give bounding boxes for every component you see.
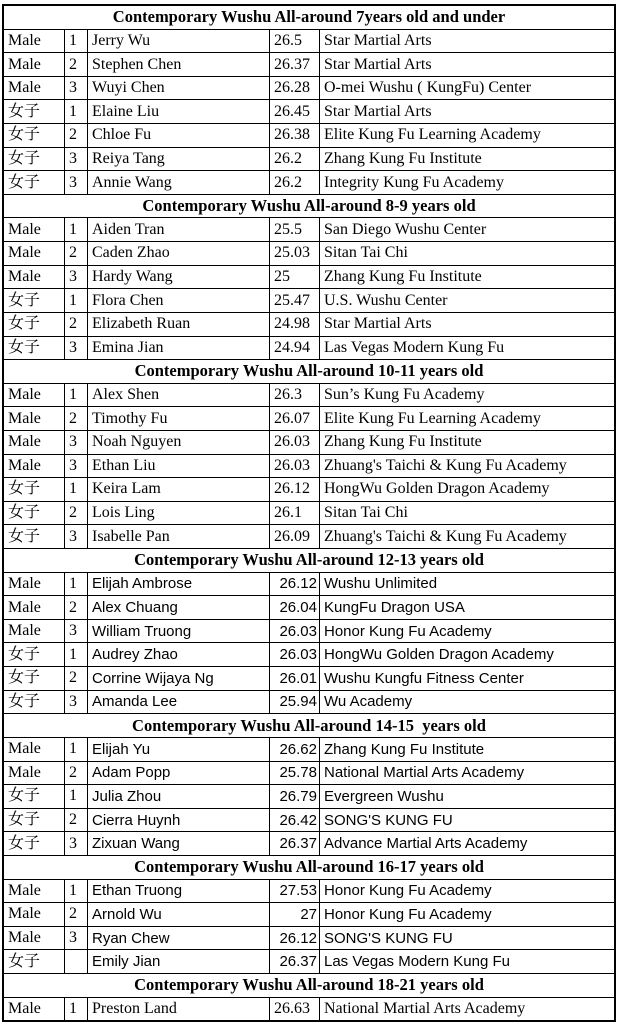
rank-cell: 3	[64, 620, 87, 643]
school-cell: Honor Kung Fu Academy	[319, 880, 614, 903]
name-cell: William Truong	[87, 620, 269, 643]
name-cell: Emina Jian	[87, 337, 269, 360]
table-row	[4, 312, 614, 336]
name-cell: Ethan Truong	[87, 880, 269, 903]
name-cell: Lois Ling	[87, 502, 269, 525]
score-cell: 25	[269, 266, 319, 289]
school-cell: Sun’s Kung Fu Academy	[319, 384, 614, 407]
name-cell: Wuyi Chen	[87, 77, 269, 100]
section-header	[4, 359, 614, 383]
gender-cell: 女子	[8, 811, 41, 829]
table-row	[4, 595, 614, 619]
gender-cell: Male	[8, 740, 41, 758]
gender-cell: Male	[8, 905, 41, 923]
name-cell: Jerry Wu	[87, 30, 269, 53]
school-cell: Elite Kung Fu Learning Academy	[319, 407, 614, 430]
rank-cell: 2	[64, 124, 87, 147]
rank-cell: 1	[64, 289, 87, 312]
rank-cell: 2	[64, 903, 87, 926]
table-row	[4, 99, 614, 123]
rank-cell: 2	[64, 53, 87, 76]
rank-cell: 3	[64, 337, 87, 360]
school-cell: Zhuang's Taichi & Kung Fu Academy	[319, 525, 614, 548]
name-cell: Alex Shen	[87, 384, 269, 407]
school-cell: SONG'S KUNG FU	[319, 927, 614, 950]
name-cell: Flora Chen	[87, 289, 269, 312]
table-row	[4, 690, 614, 714]
school-cell: Sitan Tai Chi	[319, 242, 614, 265]
school-cell: Elite Kung Fu Learning Academy	[319, 124, 614, 147]
score-cell: 26.37	[269, 832, 319, 855]
gender-cell: Male	[8, 79, 41, 97]
score-cell: 26.38	[269, 124, 319, 147]
gender-cell: 女子	[8, 149, 41, 167]
name-cell: Reiya Tang	[87, 148, 269, 171]
name-cell: Elaine Liu	[87, 100, 269, 123]
rank-cell: 3	[64, 525, 87, 548]
score-cell: 27	[269, 903, 319, 926]
name-cell: Ryan Chew	[87, 927, 269, 950]
rank-cell: 3	[64, 266, 87, 289]
rank-cell: 2	[64, 313, 87, 336]
school-cell: Zhang Kung Fu Institute	[319, 431, 614, 454]
table-row	[4, 831, 614, 855]
gender-cell: 女子	[8, 527, 41, 545]
school-cell: U.S. Wushu Center	[319, 289, 614, 312]
school-cell: HongWu Golden Dragon Academy	[319, 478, 614, 501]
table-row	[4, 666, 614, 690]
score-cell: 25.47	[269, 289, 319, 312]
name-cell: Corrine Wijaya Ng	[87, 667, 269, 690]
table-row	[4, 76, 614, 100]
name-cell: Hardy Wang	[87, 266, 269, 289]
section-header	[4, 6, 614, 29]
school-cell: SONG'S KUNG FU	[319, 809, 614, 832]
table-row	[4, 524, 614, 548]
score-cell: 26.62	[269, 738, 319, 761]
rank-cell: 2	[64, 667, 87, 690]
school-cell: Star Martial Arts	[319, 53, 614, 76]
gender-cell: 女子	[8, 669, 41, 687]
name-cell: Ethan Liu	[87, 455, 269, 478]
table-row	[4, 123, 614, 147]
table-row	[4, 336, 614, 360]
gender-cell: 女子	[8, 173, 41, 191]
name-cell: Adam Popp	[87, 762, 269, 785]
score-cell: 26.37	[269, 53, 319, 76]
section-title: Contemporary Wushu All-around 14-15 years old	[132, 715, 486, 735]
rank-cell: 1	[64, 998, 87, 1021]
name-cell: Aiden Tran	[87, 218, 269, 241]
school-cell: National Martial Arts Academy	[319, 762, 614, 785]
school-cell: Honor Kung Fu Academy	[319, 903, 614, 926]
rank-cell: 2	[64, 502, 87, 525]
table-row	[4, 642, 614, 666]
gender-cell: 女子	[8, 291, 41, 309]
score-cell: 25.03	[269, 242, 319, 265]
rank-cell: 3	[64, 691, 87, 714]
school-cell: Advance Martial Arts Academy	[319, 832, 614, 855]
section-title: Contemporary Wushu All-around 18-21 years old	[134, 975, 484, 995]
table-row	[4, 902, 614, 926]
score-cell: 26.12	[269, 478, 319, 501]
score-cell: 25.78	[269, 762, 319, 785]
gender-cell: 女子	[8, 126, 41, 144]
rank-cell: 1	[64, 573, 87, 596]
rank-cell: 1	[64, 880, 87, 903]
name-cell: Annie Wang	[87, 171, 269, 194]
gender-cell: Male	[8, 622, 41, 640]
name-cell: Timothy Fu	[87, 407, 269, 430]
gender-cell: Male	[8, 881, 41, 899]
school-cell: Star Martial Arts	[319, 30, 614, 53]
gender-cell: Male	[8, 268, 41, 285]
name-cell: Arnold Wu	[87, 903, 269, 926]
section-header	[4, 548, 614, 572]
rank-cell: 1	[64, 218, 87, 241]
table-row	[4, 147, 614, 171]
school-cell: San Diego Wushu Center	[319, 218, 614, 241]
name-cell: Elizabeth Ruan	[87, 313, 269, 336]
gender-cell: Male	[8, 244, 41, 262]
school-cell: Zhang Kung Fu Institute	[319, 738, 614, 761]
table-row	[4, 170, 614, 194]
gender-cell: Male	[8, 31, 41, 49]
school-cell: Zhang Kung Fu Institute	[319, 266, 614, 289]
table-row	[4, 619, 614, 643]
gender-cell: 女子	[8, 645, 41, 663]
gender-cell: Male	[8, 763, 41, 781]
score-cell: 26.5	[269, 30, 319, 53]
gender-cell: Male	[8, 220, 41, 238]
school-cell: KungFu Dragon USA	[319, 596, 614, 619]
score-cell: 26.12	[269, 927, 319, 950]
table-row	[4, 29, 614, 53]
rank-cell: 3	[64, 77, 87, 100]
name-cell: Keira Lam	[87, 478, 269, 501]
table-row	[4, 501, 614, 525]
gender-cell: 女子	[8, 952, 41, 970]
score-cell: 26.42	[269, 809, 319, 832]
table-row	[4, 241, 614, 265]
name-cell: Alex Chuang	[87, 596, 269, 619]
table-row	[4, 52, 614, 76]
rank-cell: 2	[64, 596, 87, 619]
table-row	[4, 430, 614, 454]
score-cell: 26.03	[269, 431, 319, 454]
results-table	[2, 4, 616, 1022]
school-cell: National Martial Arts Academy	[319, 998, 614, 1021]
name-cell: Audrey Zhao	[87, 643, 269, 666]
gender-cell: 女子	[8, 834, 41, 852]
score-cell: 24.94	[269, 337, 319, 360]
gender-cell: Male	[8, 456, 41, 474]
gender-cell: Male	[8, 409, 41, 427]
section-title: Contemporary Wushu All-around 12-13 years old	[134, 550, 484, 570]
school-cell: Las Vegas Modern Kung Fu	[319, 950, 614, 973]
table-row	[4, 949, 614, 973]
gender-cell: 女子	[8, 787, 41, 805]
score-cell: 26.03	[269, 455, 319, 478]
section-title: Contemporary Wushu All-around 7years old and under	[112, 7, 506, 27]
gender-cell: Male	[8, 386, 41, 404]
name-cell: Stephen Chen	[87, 53, 269, 76]
score-cell: 26.04	[269, 596, 319, 619]
rank-cell: 1	[64, 643, 87, 666]
score-cell: 26.3	[269, 384, 319, 407]
score-cell: 26.1	[269, 502, 319, 525]
rank-cell: 2	[64, 242, 87, 265]
school-cell: Star Martial Arts	[319, 313, 614, 336]
score-cell: 26.07	[269, 407, 319, 430]
gender-cell: Male	[8, 929, 41, 947]
score-cell: 26.37	[269, 950, 319, 973]
name-cell: Cierra Huynh	[87, 809, 269, 832]
school-cell: Wu Academy	[319, 691, 614, 714]
school-cell: HongWu Golden Dragon Academy	[319, 643, 614, 666]
name-cell: Amanda Lee	[87, 691, 269, 714]
table-row	[4, 265, 614, 289]
score-cell: 24.98	[269, 313, 319, 336]
section-header	[4, 855, 614, 879]
gender-cell: 女子	[8, 315, 41, 333]
table-row	[4, 406, 614, 430]
school-cell: Star Martial Arts	[319, 100, 614, 123]
rank-cell: 1	[64, 478, 87, 501]
rank-cell: 3	[64, 927, 87, 950]
rank-cell: 3	[64, 455, 87, 478]
score-cell: 26.03	[269, 620, 319, 643]
school-cell: Sitan Tai Chi	[319, 502, 614, 525]
table-row	[4, 761, 614, 785]
rank-cell	[64, 950, 87, 973]
table-row	[4, 454, 614, 478]
score-cell: 26.45	[269, 100, 319, 123]
rank-cell: 3	[64, 832, 87, 855]
name-cell: Elijah Ambrose	[87, 573, 269, 596]
school-cell: Wushu Kungfu Fitness Center	[319, 667, 614, 690]
score-cell: 26.79	[269, 785, 319, 808]
table-row	[4, 784, 614, 808]
score-cell: 25.5	[269, 218, 319, 241]
table-row	[4, 572, 614, 596]
score-cell: 26.01	[269, 667, 319, 690]
rank-cell: 3	[64, 431, 87, 454]
score-cell: 26.2	[269, 148, 319, 171]
rank-cell: 1	[64, 785, 87, 808]
gender-cell: Male	[8, 433, 41, 451]
gender-cell: 女子	[8, 692, 41, 710]
rank-cell: 1	[64, 30, 87, 53]
table-row	[4, 737, 614, 761]
table-row	[4, 808, 614, 832]
name-cell: Emily Jian	[87, 950, 269, 973]
section-header	[4, 973, 614, 997]
gender-cell: 女子	[8, 338, 41, 356]
section-title: Contemporary Wushu All-around 10-11 years old	[134, 361, 484, 381]
score-cell: 26.12	[269, 573, 319, 596]
name-cell: Zixuan Wang	[87, 832, 269, 855]
rank-cell: 1	[64, 384, 87, 407]
name-cell: Caden Zhao	[87, 242, 269, 265]
rank-cell: 3	[64, 148, 87, 171]
gender-cell: Male	[8, 999, 41, 1017]
rank-cell: 3	[64, 171, 87, 194]
gender-cell: 女子	[8, 102, 41, 120]
name-cell: Isabelle Pan	[87, 525, 269, 548]
rank-cell: 2	[64, 762, 87, 785]
gender-cell: 女子	[8, 480, 41, 498]
score-cell: 26.63	[269, 998, 319, 1021]
table-row	[4, 383, 614, 407]
table-row	[4, 926, 614, 950]
table-row	[4, 997, 614, 1021]
score-cell: 26.03	[269, 643, 319, 666]
school-cell: Zhuang's Taichi & Kung Fu Academy	[319, 455, 614, 478]
gender-cell: Male	[8, 574, 41, 592]
name-cell: Julia Zhou	[87, 785, 269, 808]
school-cell: Honor Kung Fu Academy	[319, 620, 614, 643]
section-header	[4, 713, 614, 737]
name-cell: Preston Land	[87, 998, 269, 1021]
section-title: Contemporary Wushu All-around 8-9 years old	[142, 196, 476, 216]
score-cell: 27.53	[269, 880, 319, 903]
school-cell: Integrity Kung Fu Academy	[319, 171, 614, 194]
score-cell: 26.28	[269, 77, 319, 100]
name-cell: Chloe Fu	[87, 124, 269, 147]
school-cell: Evergreen Wushu	[319, 785, 614, 808]
score-cell: 26.09	[269, 525, 319, 548]
school-cell: Wushu Unlimited	[319, 573, 614, 596]
table-row	[4, 217, 614, 241]
table-row	[4, 879, 614, 903]
score-cell: 25.94	[269, 691, 319, 714]
school-cell: Las Vegas Modern Kung Fu	[319, 337, 614, 360]
name-cell: Noah Nguyen	[87, 431, 269, 454]
section-header	[4, 194, 614, 218]
gender-cell: Male	[8, 55, 41, 73]
rank-cell: 2	[64, 809, 87, 832]
school-cell: Zhang Kung Fu Institute	[319, 148, 614, 171]
section-title: Contemporary Wushu All-around 16-17 years old	[134, 857, 484, 877]
rank-cell: 1	[64, 100, 87, 123]
table-row	[4, 288, 614, 312]
gender-cell: Male	[8, 598, 41, 616]
score-cell: 26.2	[269, 171, 319, 194]
name-cell: Elijah Yu	[87, 738, 269, 761]
table-row	[4, 477, 614, 501]
rank-cell: 2	[64, 407, 87, 430]
gender-cell: 女子	[8, 504, 41, 522]
school-cell: O-mei Wushu ( KungFu) Center	[319, 77, 614, 100]
rank-cell: 1	[64, 738, 87, 761]
